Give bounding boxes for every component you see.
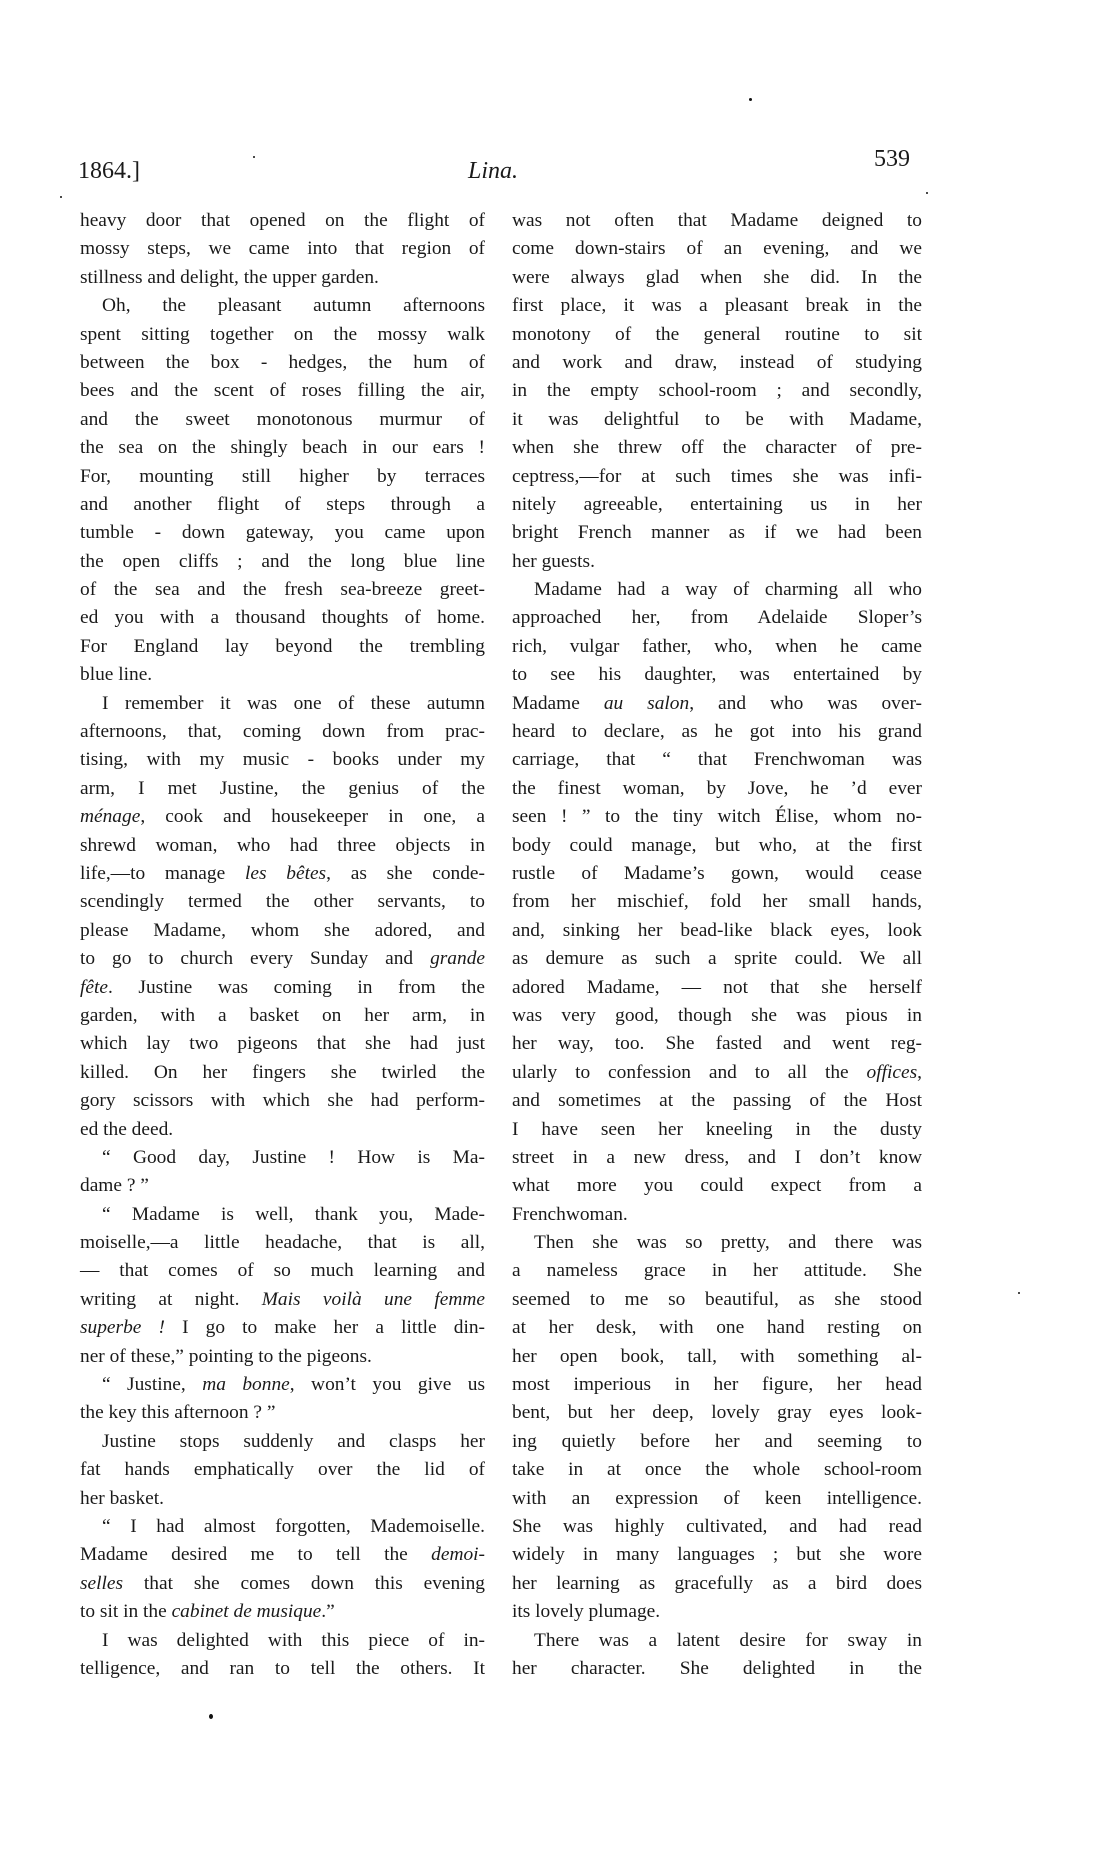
text-line: of the sea and the fresh sea-breeze greet- [80,579,485,601]
text-line: garden, with a basket on her arm, in [80,1004,485,1026]
text-line: to sit in the cabinet de musique.” [80,1601,335,1623]
text-line: its lovely plumage. [512,1601,661,1623]
text-line: the open cliffs ; and the long blue line [80,550,485,572]
text-line: nitely agreeable, entertaining us in her [512,493,922,515]
text-line: Justine stops suddenly and clasps her [102,1430,485,1452]
text-line: writing at night. Mais voilà une femme [80,1288,485,1310]
text-line: to see his daughter, was entertained by [512,664,922,686]
text-line: ularly to confession and to all the offices, [512,1061,922,1083]
text-line: I was delighted with this piece of in- [102,1629,485,1651]
text-line: from her mischief, fold her small hands, [512,891,922,913]
text-line: was not often that Madame deigned to [512,210,922,231]
text-line: spent sitting together on the mossy walk [80,323,485,345]
text-line: tumble - down gateway, you came upon [80,522,485,544]
text-line: when she threw off the character of pre- [512,437,922,459]
running-head-year: 1864.] [78,158,140,184]
text-column-left [80,207,485,1683]
text-line: to go to church every Sunday and grande [80,948,485,970]
text-line: ner of these,” pointing to the pigeons. [80,1345,372,1367]
text-line: heard to declare, as he got into his grand [512,721,922,743]
text-line: body could manage, but who, at the first [512,834,922,856]
text-line: superbe ! I go to make her a little din- [80,1317,485,1339]
text-line: carriage, that “ that Frenchwoman was [512,749,922,771]
text-line: and another flight of steps through a [80,493,485,515]
text-line: a nameless grace in her attitude. She [512,1260,922,1282]
text-line: gory scissors with which she had perform- [80,1090,485,1112]
text-line: and sometimes at the passing of the Host [512,1090,922,1112]
text-line: take in at once the whole school-room [512,1459,922,1481]
text-line: For, mounting still higher by terraces [80,465,485,487]
text-line: come down-stairs of an evening, and we [512,238,922,260]
text-line: She was highly cultivated, and had read [512,1515,922,1537]
text-line: dame ? ” [80,1175,149,1197]
running-head [78,146,910,194]
text-line: Madame desired me to tell the demoi- [80,1544,485,1566]
italic-phrase: Mais voilà une femme [261,1288,485,1310]
text-line: afternoons, that, coming down from prac- [80,721,485,743]
scan-speck [209,1714,213,1719]
text-line: her basket. [80,1487,164,1509]
italic-phrase: fête [80,976,108,998]
text-line: the finest woman, by Jove, he ’d ever [512,777,922,799]
text-line: seemed to me so beautiful, as she stood [512,1288,922,1310]
text-line: There was a latent desire for sway in [534,1629,922,1651]
text-line: with an expression of keen intelligence. [512,1487,922,1509]
text-line: ed you with a thousand thoughts of home. [80,607,485,629]
text-line: bent, but her deep, lovely gray eyes look- [512,1402,922,1424]
text-line: mossy steps, we came into that region of [80,238,485,260]
text-line: street in a new dress, and I don’t know [512,1146,922,1168]
text-line: fête. Justine was coming in from the [80,976,485,998]
text-line: ceptress,—for at such times she was infi- [512,465,922,487]
text-line: monotony of the general routine to sit [512,323,922,345]
text-line: tising, with my music - books under my [80,749,485,771]
text-line: arm, I met Justine, the genius of the [80,777,485,799]
italic-phrase: ma bonne [202,1374,290,1396]
text-line: were always glad when she did. In the [512,266,922,288]
text-line: and the sweet monotonous murmur of [80,408,485,430]
text-line: approached her, from Adelaide Sloper’s [512,607,922,629]
text-column-right [512,207,922,1683]
italic-phrase: au salon [603,692,690,714]
text-line: Madame had a way of charming all who [534,579,922,601]
text-line: stillness and delight, the upper garden. [80,266,379,288]
scan-speck [253,156,255,158]
italic-phrase: demoi- [431,1544,485,1566]
text-line: “ Justine, ma bonne, won’t you give us [102,1374,486,1396]
text-line: shrewd woman, who had three objects in [80,834,485,856]
text-line: between the box - hedges, the hum of [80,351,485,373]
text-line: rich, vulgar father, who, when he came [512,635,922,657]
text-line: her way, too. She fasted and went reg- [512,1033,922,1055]
text-line: which lay two pigeons that she had just [80,1033,485,1055]
text-line: what more you could expect from a [512,1175,922,1197]
text-line: her open book, tall, with something al- [512,1345,922,1367]
italic-phrase: offices [866,1061,918,1083]
text-line: her learning as gracefully as a bird does [512,1572,922,1594]
text-line: the key this afternoon ? ” [80,1402,276,1424]
text-line: life,—to manage les bêtes, as she conde- [80,862,485,884]
text-line: scendingly termed the other servants, to [80,891,485,913]
text-line: was very good, though she was pious in [512,1004,922,1026]
text-line: I remember it was one of these autumn [102,692,485,714]
text-line: “ Good day, Justine ! How is Ma- [102,1146,485,1168]
italic-phrase: cabinet de musique [171,1601,322,1623]
scan-speck [1018,1292,1020,1294]
text-line: “ Madame is well, thank you, Made- [102,1203,485,1225]
text-line: killed. On her fingers she twirled the [80,1061,485,1083]
text-line: blue line. [80,664,153,686]
text-line: fat hands emphatically over the lid of [80,1459,485,1481]
scan-speck [926,192,928,194]
text-line: Madame au salon, and who was over- [512,692,923,714]
italic-phrase: ménage [80,806,141,828]
page-number: 539 [874,146,910,172]
text-line: Frenchwoman. [512,1203,628,1225]
text-line: Oh, the pleasant autumn afternoons [102,295,485,317]
text-line: telligence, and ran to tell the others. It [80,1657,485,1679]
text-line: in the empty school-room ; and secondly, [512,380,922,402]
text-line: moiselle,—a little headache, that is all, [80,1232,485,1254]
text-line: first place, it was a pleasant break in the [512,295,922,317]
italic-phrase: grande [430,948,485,970]
text-line: at her desk, with one hand resting on [512,1317,922,1339]
text-line: Then she was so pretty, and there was [534,1232,922,1254]
italic-phrase: les bêtes [244,862,327,884]
text-line: it was delightful to be with Madame, [512,408,922,430]
text-line: ménage, cook and housekeeper in one, a [80,806,485,828]
text-line: ing quietly before her and seeming to [512,1430,922,1452]
scan-speck [749,98,752,101]
text-line: “ I had almost forgotten, Mademoiselle. [102,1515,485,1537]
text-line: — that comes of so much learning and [80,1260,485,1282]
text-line: and, sinking her bead-like black eyes, look [512,919,922,941]
text-line: I have seen her kneeling in the dusty [512,1118,922,1140]
text-line: most imperious in her figure, her head [512,1374,922,1396]
text-line: seen ! ” to the tiny witch Élise, whom no- [512,806,922,828]
text-line: bees and the scent of roses filling the air, [80,380,485,402]
italic-phrase: selles [80,1572,124,1594]
text-line: selles that she comes down this evening [80,1572,485,1594]
text-line: the sea on the shingly beach in our ears ! [80,437,485,459]
scan-speck [60,196,62,198]
italic-phrase: superbe ! [80,1317,165,1339]
text-line: widely in many languages ; but she wore [512,1544,922,1566]
text-line: bright French manner as if we had been [512,522,922,544]
text-line: rustle of Madame’s gown, would cease [512,862,922,884]
text-line: please Madame, whom she adored, and [80,919,485,941]
text-line: her character. She delighted in the [512,1657,922,1679]
text-line: and work and draw, instead of studying [512,351,922,373]
text-line: adored Madame, — not that she herself [512,976,922,998]
text-line: as demure as such a sprite could. We all [512,948,922,970]
text-line: heavy door that opened on the flight of [80,210,485,231]
running-head-title: Lina. [468,158,519,184]
text-line: For England lay beyond the trembling [80,635,485,657]
text-line: ed the deed. [80,1118,174,1140]
text-line: her guests. [512,550,595,572]
